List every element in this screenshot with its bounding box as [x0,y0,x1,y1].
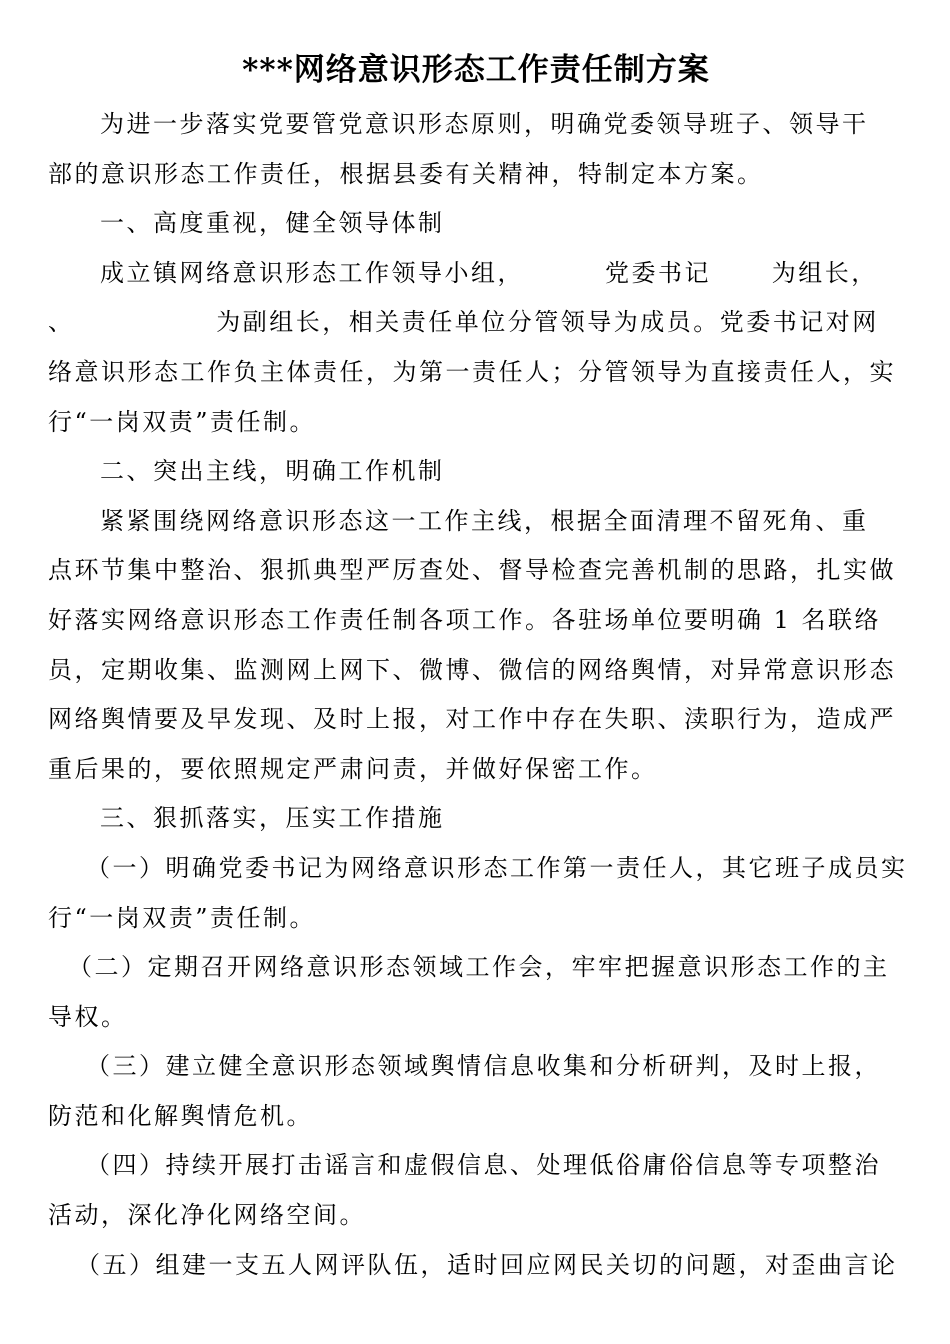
section-heading-2 [48,447,904,497]
measure-item-4 [48,1141,904,1240]
text-line: 点环节集中整治、狠抓典型严厉查处、督导检查完善机制的思路，扎实做 [48,556,896,585]
section-heading-1 [48,199,904,249]
text-line: 络意识形态工作负主体责任，为第一责任人；分管领导为直接责任人，实 [48,357,896,386]
text-line: 防范和化解舆情危机。 [48,1101,313,1130]
text-line: （二）定期召开网络意识形态领域工作会，牢牢把握意识形态工作的主 [68,953,890,982]
measure-item-5 [48,1241,904,1291]
section-2-paragraph [48,497,904,795]
document-title: ***网络意识形态工作责任制方案 [242,52,710,88]
section-1-paragraph [48,249,904,447]
text-line: 重后果的，要依照规定严肃问责，并做好保密工作。 [48,754,658,783]
text-line: （五）组建一支五人网评队伍，适时回应网民关切的问题，对歪曲言论 [76,1250,898,1279]
text-line: 好落实网络意识形态工作责任制各项工作。各驻场单位要明确 1 名联络 [48,605,882,634]
text-line: 部的意识形态工作责任，根据县委有关精神，特制定本方案。 [48,159,764,188]
text-line: （三）建立健全意识形态领域舆情信息收集和分析研判，及时上报， [86,1052,881,1081]
text-line: （一）明确党委书记为网络意识形态工作第一责任人，其它班子成员实 [86,853,908,882]
text-line: 三、狠抓落实，压实工作措施 [100,804,445,833]
text-line: 一、高度重视，健全领导体制 [100,209,445,238]
section-heading-3 [48,794,904,844]
text-line: 二、突出主线，明确工作机制 [100,457,445,486]
text-line: 、 为副组长，相关责任单位分管领导为成员。党委书记对网 [48,308,879,337]
measure-item-3 [48,1042,904,1141]
text-line: 行“一岗双责”责任制。 [48,407,317,436]
text-line: （四）持续开展打击谣言和虚假信息、处理低俗庸俗信息等专项整治 [86,1151,881,1180]
text-line: 活动，深化净化网络空间。 [48,1201,366,1230]
text-line: 员，定期收集、监测网上网下、微博、微信的网络舆情，对异常意识形态 [48,655,896,684]
measure-item-1 [48,844,908,943]
text-line: 行“一岗双责”责任制。 [48,903,317,932]
text-line: 为进一步落实党要管党意识形态原则，明确党委领导班子、领导干 [100,110,869,138]
text-line: 网络舆情要及早发现、及时上报，对工作中存在失职、渎职行为，造成严 [48,705,896,734]
text-line: 成立镇网络意识形态工作领导小组， 党委书记 为组长， [100,258,878,287]
intro-paragraph [48,100,904,199]
text-line: 紧紧围绕网络意识形态这一工作主线，根据全面清理不留死角、重 [100,506,869,535]
text-line: 导权。 [48,1002,128,1031]
measure-item-2 [48,943,904,1042]
